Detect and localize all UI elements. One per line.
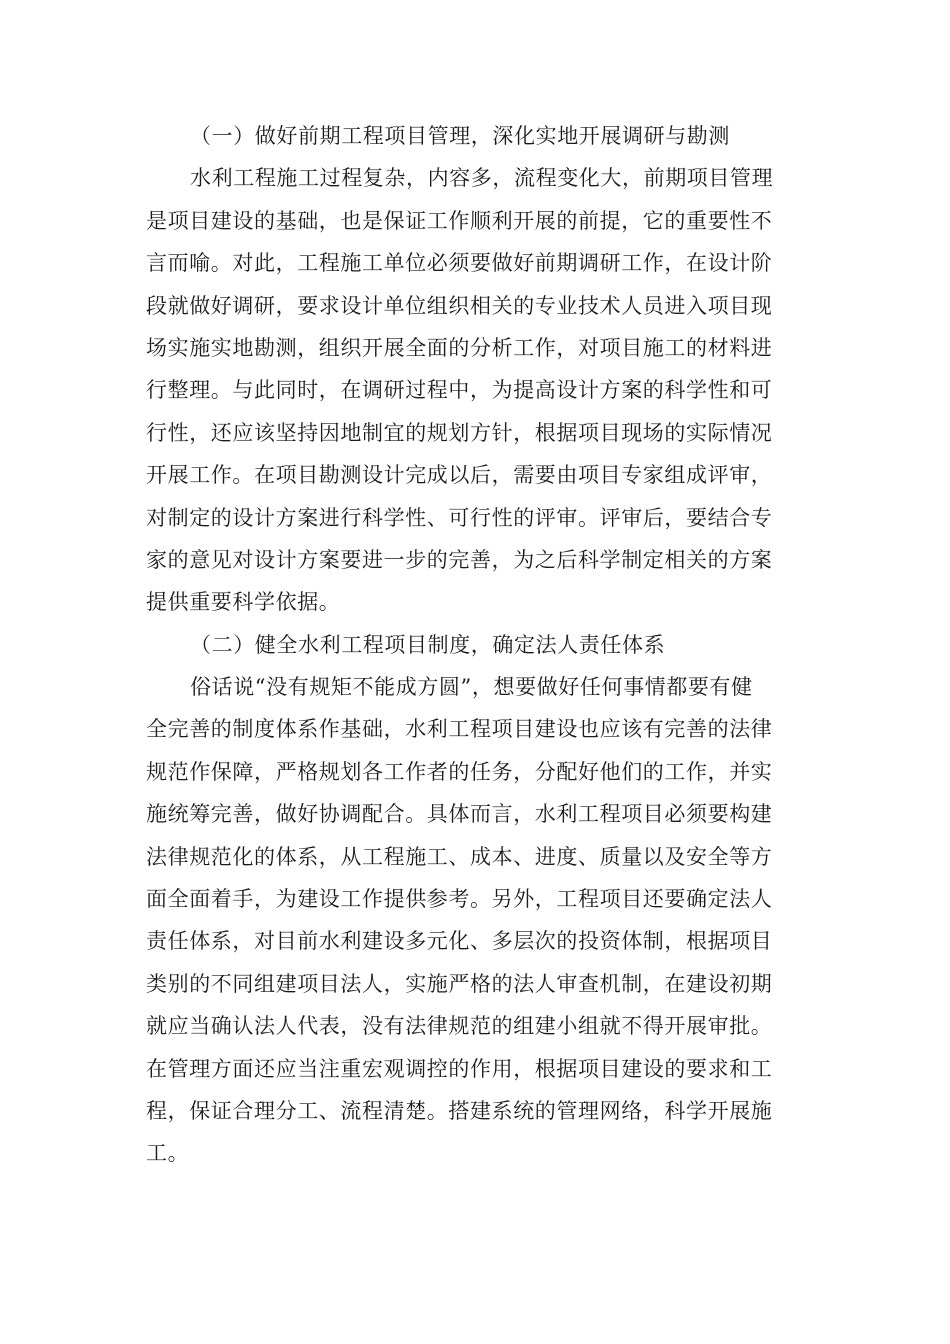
paragraph-line: 水利工程施工过程复杂，内容多，流程变化大，前期项目管理 bbox=[190, 166, 774, 191]
paragraph-line: 在管理方面还应当注重宏观调控的作用，根据项目建设的要求和工 bbox=[146, 1056, 773, 1081]
paragraph-line: 家的意见对设计方案要进一步的完善，为之后科学制定相关的方案 bbox=[146, 547, 773, 572]
document-body bbox=[146, 115, 810, 1175]
paragraph-line: 行整理。与此同时，在调研过程中，为提高设计方案的科学性和可 bbox=[146, 378, 773, 403]
paragraph-line: 段就做好调研，要求设计单位组织相关的专业技术人员进入项目现 bbox=[146, 293, 773, 318]
paragraph-line: 行性，还应该坚持因地制宜的规划方针，根据项目现场的实际情况 bbox=[146, 420, 773, 445]
paragraph-line: 类别的不同组建项目法人，实施严格的法人审查机制，在建设初期 bbox=[146, 971, 773, 996]
paragraph-line: 施统筹完善，做好协调配合。具体而言，水利工程项目必须要构建 bbox=[146, 802, 773, 827]
paragraph-line: 面全面着手，为建设工作提供参考。另外，工程项目还要确定法人 bbox=[146, 887, 773, 912]
paragraph-line: 场实施实地勘测，组织开展全面的分析工作，对项目施工的材料进 bbox=[146, 335, 773, 360]
paragraph-line: 程，保证合理分工、流程清楚。搭建系统的管理网络，科学开展施 bbox=[146, 1098, 773, 1123]
paragraph-line: 俗话说“没有规矩不能成方圆”，想要做好任何事情都要有健 bbox=[190, 675, 753, 700]
paragraph-line: 工。 bbox=[146, 1141, 190, 1166]
paragraph-line: 言而喻。对此，工程施工单位必须要做好前期调研工作，在设计阶 bbox=[146, 251, 773, 276]
paragraph-line: 对制定的设计方案进行科学性、可行性的评审。评审后，要结合专 bbox=[146, 505, 773, 530]
paragraph-line: 就应当确认法人代表，没有法律规范的组建小组就不得开展审批。 bbox=[146, 1014, 773, 1039]
paragraph-line: 是项目建设的基础，也是保证工作顺利开展的前提，它的重要性不 bbox=[146, 208, 773, 233]
paragraph-line: 开展工作。在项目勘测设计完成以后，需要由项目专家组成评审， bbox=[146, 463, 773, 488]
paragraph-line: 全完善的制度体系作基础，水利工程项目建设也应该有完善的法律 bbox=[146, 717, 773, 742]
paragraph-line: 提供重要科学依据。 bbox=[146, 590, 341, 615]
section-heading-2: （二）健全水利工程项目制度，确定法人责任体系 bbox=[190, 632, 666, 657]
paragraph-line: 规范作保障，严格规划各工作者的任务，分配好他们的工作，并实 bbox=[146, 759, 773, 784]
paragraph-line: 法律规范化的体系，从工程施工、成本、进度、质量以及安全等方 bbox=[146, 844, 773, 869]
paragraph-line: 责任体系，对目前水利建设多元化、多层次的投资体制，根据项目 bbox=[146, 929, 773, 954]
section-heading-1: （一）做好前期工程项目管理，深化实地开展调研与勘测 bbox=[190, 124, 730, 148]
